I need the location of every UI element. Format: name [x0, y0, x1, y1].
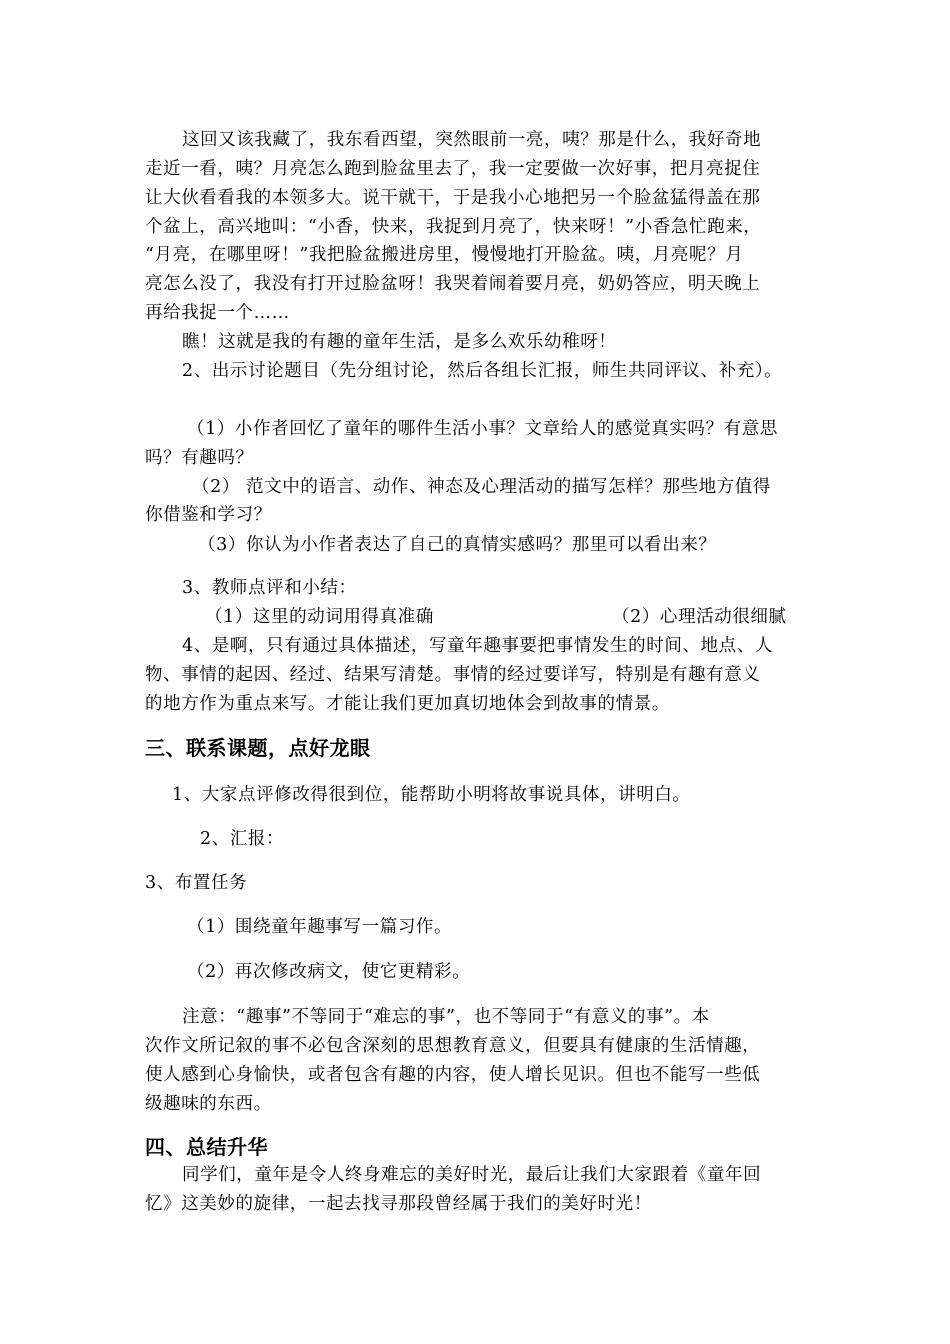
task-1: （1）围绕童年趣事写一篇习作。 [187, 917, 453, 937]
note-line-2: 次作文所记叙的事不必包含深刻的思想教育意义，但要具有健康的生活情趣， [145, 1036, 761, 1056]
task-2: （2）再次修改病文，使它更精彩。 [187, 962, 471, 982]
summary-line-1: 同学们，童年是令人终身难忘的美好时光，最后让我们大家跟着《童年回 [182, 1165, 762, 1185]
section-3-item-1: 1、大家点评修改得很到位，能帮助小明将故事说具体，讲明白。 [172, 785, 691, 805]
question-1-line-1: （1）小作者回忆了童年的哪件生活小事？文章给人的感觉真实吗？有意思 [187, 419, 778, 439]
story-line-2: 走近一看，咦？月亮怎么跑到脸盆里去了，我一定要做一次好事，把月亮捉住 [145, 159, 761, 179]
section-4-heading: 四、总结升华 [145, 1135, 268, 1159]
teacher-summary-title: 3、教师点评和小结： [182, 578, 357, 598]
teacher-point-1: （1）这里的动词用得真准确 [205, 607, 434, 627]
section-3-item-3: 3、布置任务 [145, 873, 248, 893]
question-2-line-1: （2） 范文中的语言、动作、神态及心理活动的描写怎样？那些地方值得 [192, 477, 771, 497]
note-line-1: 注意：“趣事”不等同于“难忘的事”，也不等同于“有意义的事”。本 [182, 1007, 710, 1027]
section-3-heading: 三、联系课题，点好龙眼 [145, 736, 371, 760]
point-4-line-1: 4、是啊，只有通过具体描述，写童年趣事要把事情发生的时间、地点、人 [182, 636, 773, 656]
note-line-3: 使人感到心身愉快，或者包含有趣的内容，使人增长见识。但也不能写一些低 [145, 1065, 761, 1085]
story-line-4: 个盆上，高兴地叫：“小香，快来，我捉到月亮了，快来呀！”小香急忙跑来， [145, 217, 762, 237]
question-1-line-2: 吗？有趣吗？ [145, 448, 254, 468]
question-2-line-2: 你借鉴和学习？ [145, 505, 272, 525]
point-4-line-2: 物、事情的起因、经过、结果写清楚。事情的经过要详写，特别是有趣有意义 [145, 665, 761, 685]
summary-line-2: 忆》这美妙的旋律，一起去找寻那段曾经属于我们的美好时光！ [145, 1194, 652, 1214]
section-3-item-2: 2、汇报： [200, 829, 285, 849]
teacher-point-2: （2）心理活动很细腻 [612, 607, 787, 627]
story-line-7: 再给我捉一个…… [145, 303, 290, 323]
story-line-5: “月亮，在哪里呀！”我把脸盆搬进房里，慢慢地打开脸盆。咦，月亮呢？月 [145, 245, 744, 265]
story-line-6: 亮怎么没了，我没有打开过脸盆呀！我哭着闹着要月亮，奶奶答应，明天晚上 [145, 274, 761, 294]
question-3: （3）你认为小作者表达了自己的真情实感吗？那里可以看出来？ [198, 535, 717, 555]
story-line-3: 让大伙看看我的本领多大。说干就干，于是我小心地把另一个脸盆猛得盖在那 [145, 188, 761, 208]
story-line-1: 这回又该我藏了，我东看西望，突然眼前一亮，咦？那是什么，我好奇地 [182, 130, 762, 150]
point-4-line-3: 的地方作为重点来写。才能让我们更加真切地体会到故事的情景。 [145, 694, 670, 714]
note-line-4: 级趣味的东西。 [145, 1094, 272, 1114]
discussion-title: 2、出示讨论题目（先分组讨论，然后各组长汇报，师生共同评议、补充）。 [182, 361, 783, 381]
story-conclusion: 瞧！这就是我的有趣的童年生活，是多么欢乐幼稚呀！ [182, 332, 617, 352]
